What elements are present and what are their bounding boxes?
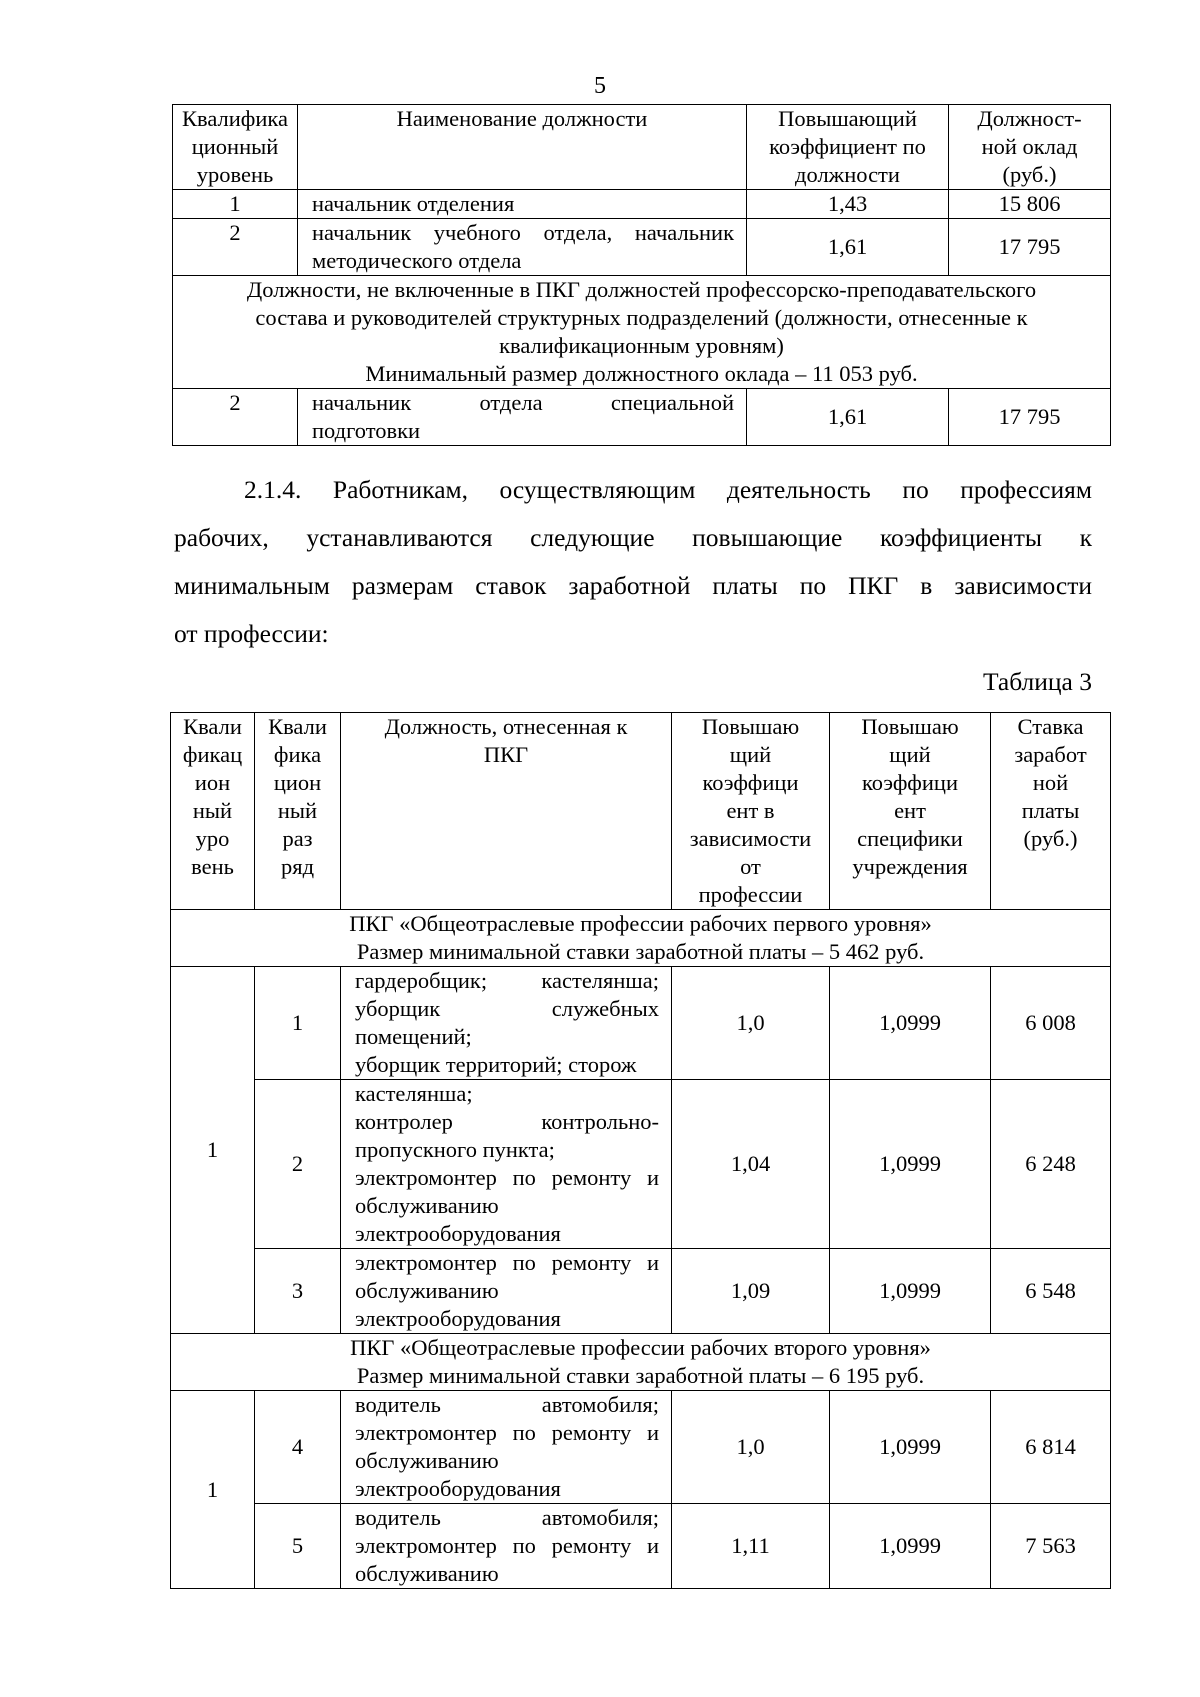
cell-rate: 7 563 bbox=[991, 1504, 1111, 1589]
page-number: 5 bbox=[594, 73, 606, 99]
paragraph-2-1-4: 2.1.4. Работникам, осуществляющим деятельность по профессиям рабочих, устанавливаются следующие повышающие коэффициенты к минимальным размерам ставок заработной платы по ПКГ в зависимости от профессии: bbox=[174, 475, 1092, 648]
table-row bbox=[173, 219, 1111, 276]
cell-grade: 3 bbox=[255, 1249, 341, 1334]
header-coef-institution: Повышаю щий коэффици ент специфики учреждения bbox=[830, 713, 991, 910]
cell-coef: 1,43 bbox=[747, 190, 949, 219]
cell-position: водитель автомобиля; электромонтер по ремонту и обслуживанию электрооборудования bbox=[341, 1391, 672, 1504]
cell-coef-institution: 1,0999 bbox=[830, 967, 991, 1080]
positions-table bbox=[172, 104, 1111, 446]
cell-coef-institution: 1,0999 bbox=[830, 1080, 991, 1249]
cell-position: гардеробщик; кастелянша; уборщик служебных помещений; уборщик территорий; сторож bbox=[341, 967, 672, 1080]
cell-position: начальник отдела специальной подготовки bbox=[298, 389, 747, 446]
workers-table bbox=[170, 712, 1111, 1589]
header-grade: Квали фика цион ный раз ряд bbox=[255, 713, 341, 910]
cell-coef-profession: 1,04 bbox=[672, 1080, 830, 1249]
cell-rate: 6 008 bbox=[991, 967, 1111, 1080]
group-header: ПКГ «Общеотраслевые профессии рабочих первого уровня» Размер минимальной ставки заработной платы – 5 462 руб. bbox=[171, 910, 1111, 967]
cell-salary: 17 795 bbox=[949, 389, 1111, 446]
cell-coef: 1,61 bbox=[747, 389, 949, 446]
cell-rate: 6 248 bbox=[991, 1080, 1111, 1249]
cell-level: 1 bbox=[171, 1391, 255, 1589]
group-header-row bbox=[171, 1334, 1111, 1391]
cell-position: кастелянша; контролер контрольно- пропускного пункта; электромонтер по ремонту и обслуживанию электрооборудования bbox=[341, 1080, 672, 1249]
header-salary: Должност- ной оклад (руб.) bbox=[949, 105, 1111, 190]
table-row bbox=[171, 1080, 1111, 1249]
cell-level: 1 bbox=[173, 190, 298, 219]
table-row bbox=[171, 1391, 1111, 1504]
table-row bbox=[173, 190, 1111, 219]
group-header: Должности, не включенные в ПКГ должностей профессорско-преподавательского состава и руководителей структурных подразделений (должности, отнесенные к квалификационным уровням) Минимальный размер должностного оклада – 11 053 руб. bbox=[173, 276, 1111, 389]
cell-coef-profession: 1,0 bbox=[672, 967, 830, 1080]
group-header-row bbox=[171, 910, 1111, 967]
cell-grade: 4 bbox=[255, 1391, 341, 1504]
group-header: ПКГ «Общеотраслевые профессии рабочих второго уровня» Размер минимальной ставки заработной платы – 6 195 руб. bbox=[171, 1334, 1111, 1391]
cell-coef-institution: 1,0999 bbox=[830, 1249, 991, 1334]
cell-coef: 1,61 bbox=[747, 219, 949, 276]
group-header-row bbox=[173, 276, 1111, 389]
cell-level: 1 bbox=[171, 967, 255, 1334]
cell-coef-institution: 1,0999 bbox=[830, 1391, 991, 1504]
table-row bbox=[171, 967, 1111, 1080]
cell-grade: 5 bbox=[255, 1504, 341, 1589]
header-position: Наименование должности bbox=[298, 105, 747, 190]
table-header-row bbox=[173, 105, 1111, 190]
header-level: Квали фикац ион ный уро вень bbox=[171, 713, 255, 910]
table-row bbox=[171, 1249, 1111, 1334]
cell-coef-profession: 1,09 bbox=[672, 1249, 830, 1334]
table-caption: Таблица 3 bbox=[982, 667, 1092, 696]
cell-coef-profession: 1,0 bbox=[672, 1391, 830, 1504]
cell-position: начальник отделения bbox=[298, 190, 747, 219]
cell-level: 2 bbox=[173, 219, 298, 276]
cell-rate: 6 814 bbox=[991, 1391, 1111, 1504]
cell-position: водитель автомобиля; электромонтер по ремонту и обслуживанию bbox=[341, 1504, 672, 1589]
header-position: Должность, отнесенная к ПКГ bbox=[341, 713, 672, 910]
cell-coef-profession: 1,11 bbox=[672, 1504, 830, 1589]
cell-coef-institution: 1,0999 bbox=[830, 1504, 991, 1589]
header-coef: Повышающий коэффициент по должности bbox=[747, 105, 949, 190]
cell-grade: 1 bbox=[255, 967, 341, 1080]
cell-position: начальник учебного отдела, начальник методического отдела bbox=[298, 219, 747, 276]
cell-level: 2 bbox=[173, 389, 298, 446]
header-rate: Ставка заработ ной платы (руб.) bbox=[991, 713, 1111, 910]
table-row bbox=[171, 1504, 1111, 1589]
cell-salary: 15 806 bbox=[949, 190, 1111, 219]
header-level: Квалифика ционный уровень bbox=[173, 105, 298, 190]
table-header-row bbox=[171, 713, 1111, 910]
table-row bbox=[173, 389, 1111, 446]
cell-rate: 6 548 bbox=[991, 1249, 1111, 1334]
cell-salary: 17 795 bbox=[949, 219, 1111, 276]
cell-position: электромонтер по ремонту и обслуживанию электрооборудования bbox=[341, 1249, 672, 1334]
cell-grade: 2 bbox=[255, 1080, 341, 1249]
header-coef-profession: Повышаю щий коэффици ент в зависимости от профессии bbox=[672, 713, 830, 910]
